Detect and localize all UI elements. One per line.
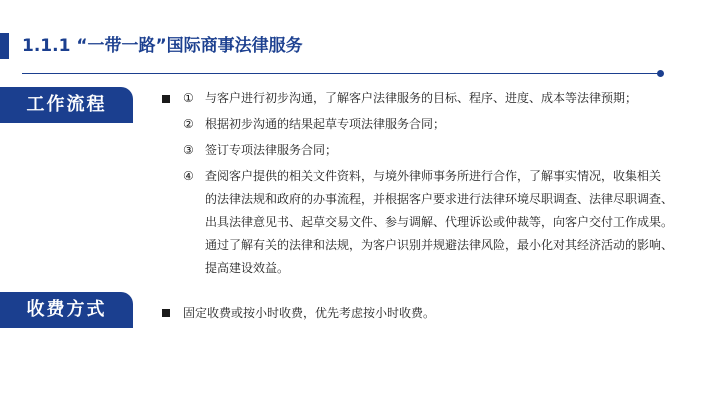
bullet-square-icon — [162, 309, 170, 317]
workflow-item-4 — [183, 165, 661, 188]
item-number: ④ — [183, 169, 194, 183]
workflow-item-1 — [183, 87, 637, 110]
workflow-item-4-line-4: 通过了解有关的法律和法规，为客户识别并规避法律风险，最小化对其经济活动的影响、 — [205, 238, 674, 252]
item-text: 签订专项法律服务合同； — [205, 143, 338, 157]
item-text: 查阅客户提供的相关文件资料，与境外律师事务所进行合作，了解事实情况，收集相关 — [205, 169, 662, 183]
workflow-item-2 — [183, 113, 445, 136]
workflow-item-4-line-3: 出具法律意见书、起草交易文件、参与调解、代理诉讼或仲裁等，向客户交付工作成果。 — [205, 215, 674, 229]
item-number: ① — [183, 91, 194, 105]
workflow-item-3 — [183, 139, 337, 162]
item-number: ③ — [183, 143, 194, 157]
item-number: ② — [183, 117, 194, 131]
workflow-item-4-line-5: 提高建设效益。 — [205, 261, 290, 275]
page-title: 1.1.1 “一带一路”国际商事法律服务 — [22, 36, 303, 56]
item-text: 与客户进行初步沟通，了解客户法律服务的目标、程序、进度、成本等法律预期； — [205, 91, 638, 105]
title-accent-bar — [0, 33, 9, 59]
title-divider — [22, 73, 658, 74]
section-label-fee: 收费方式 — [0, 292, 133, 328]
fee-text: 固定收费或按小时收费，优先考虑按小时收费。 — [183, 306, 436, 320]
workflow-item-4-line-2: 的法律法规和政府的办事流程，并根据客户要求进行法律环境尽职调查、法律尽职调查、 — [205, 192, 674, 206]
item-text: 根据初步沟通的结果起草专项法律服务合同； — [205, 117, 446, 131]
title-divider-dot — [657, 70, 664, 77]
bullet-square-icon — [162, 95, 170, 103]
section-label-workflow: 工作流程 — [0, 87, 133, 123]
